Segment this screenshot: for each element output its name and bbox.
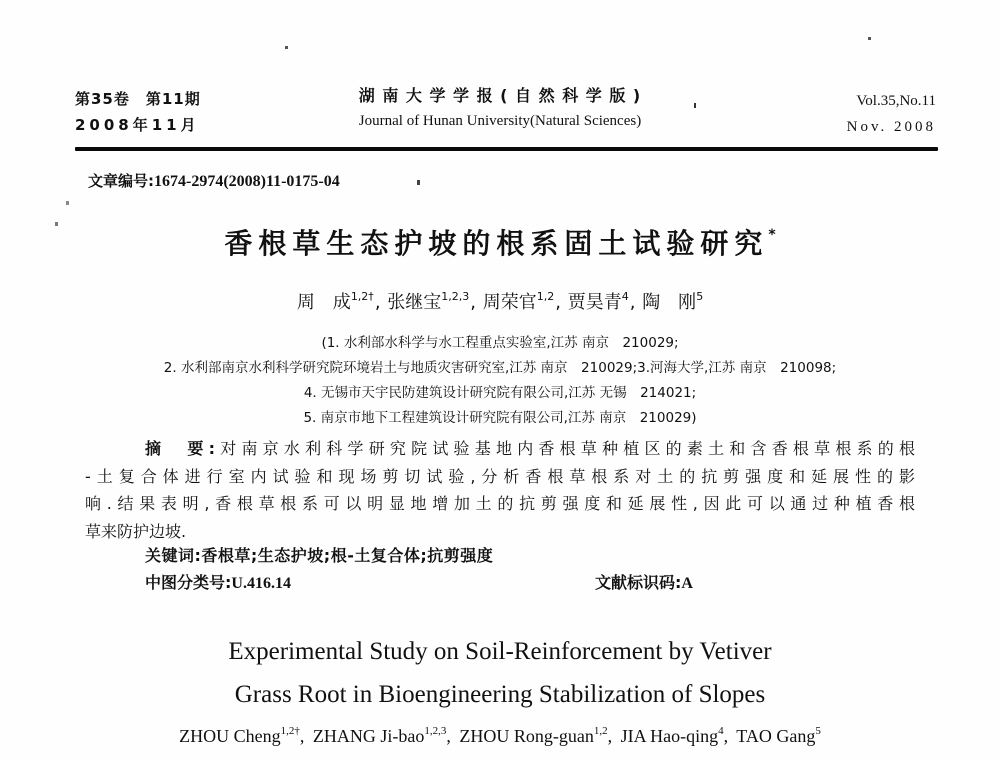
author-en-name: JIA Hao-qing bbox=[620, 726, 719, 746]
author-cn bbox=[568, 292, 629, 313]
author-cn-sup: 4 bbox=[621, 290, 629, 303]
author-cn-sup: 1,2,3 bbox=[441, 290, 470, 303]
author-en-sup: 1,2,3 bbox=[424, 725, 447, 737]
keywords-label: 关键词: bbox=[145, 546, 202, 565]
journal-name-cn: 湖 南 大 学 学 报 ( 自 然 科 学 版 ) bbox=[358, 86, 642, 105]
author-en-name: ZHOU Cheng bbox=[179, 726, 281, 746]
author-en-sup: 1,2 bbox=[593, 725, 608, 737]
affiliation-line: (1. 水利部水科学与水工程重点实验室,江苏 南京 210029; bbox=[321, 335, 679, 351]
document-code bbox=[595, 570, 693, 593]
scan-speck bbox=[694, 103, 696, 108]
scan-speck bbox=[285, 46, 288, 49]
author-separator: , bbox=[374, 292, 381, 313]
author-cn-sup: 5 bbox=[696, 290, 704, 303]
author-separator: , bbox=[446, 726, 451, 746]
author-cn-name: 周 成 bbox=[296, 292, 351, 313]
affiliations bbox=[0, 331, 1000, 431]
abstract bbox=[85, 435, 915, 545]
authors-cn bbox=[0, 288, 1000, 314]
clc-value: U.416.14 bbox=[231, 575, 291, 592]
affiliation-line: 5. 南京市地下工程建筑设计研究院有限公司,江苏 南京 210029) bbox=[303, 410, 697, 426]
doc-code-value: A bbox=[681, 575, 693, 592]
author-en-name: TAO Gang bbox=[736, 726, 816, 746]
author-en bbox=[736, 726, 821, 746]
author-cn bbox=[387, 292, 469, 313]
paper-title-en bbox=[0, 630, 1000, 716]
affiliation-line: 4. 无锡市天宇民防建筑设计研究院有限公司,江苏 无锡 214021; bbox=[303, 385, 697, 401]
article-id-line bbox=[88, 170, 340, 191]
title-footnote-marker: * bbox=[768, 227, 776, 243]
abstract-line: -土复合体进行室内试验和现场剪切试验,分析香根草根系对土的抗剪强度和延展性的影 bbox=[85, 466, 915, 486]
author-cn-name: 贾昊青 bbox=[567, 292, 622, 313]
author-separator: , bbox=[470, 292, 477, 313]
paper-title-cn-text: 香根草生态护坡的根系固土试验研究 bbox=[224, 227, 769, 260]
author-en-sup: 5 bbox=[815, 725, 821, 737]
abstract-text: 对南京水利科学研究院试验基地内香根草种植区的素土和含香根草根系的根 bbox=[215, 439, 915, 458]
author-separator: , bbox=[723, 726, 729, 746]
author-separator: , bbox=[299, 726, 305, 746]
author-en-name: ZHANG Ji-bao bbox=[312, 726, 425, 746]
author-en-sup: 1,2† bbox=[280, 725, 300, 737]
date-en: Nov. 2008 bbox=[846, 119, 936, 135]
author-en bbox=[179, 726, 300, 746]
paper-title-cn bbox=[0, 222, 1000, 262]
article-id-value: 1674-2974(2008)11-0175-04 bbox=[154, 173, 340, 190]
affiliation-line: 2. 水利部南京水利科学研究院环境岩土与地质灾害研究室,江苏 南京 210029;3.河海大学,江苏 南京 210098; bbox=[163, 360, 837, 376]
author-cn-name: 张继宝 bbox=[387, 292, 442, 313]
author-separator: , bbox=[555, 292, 561, 313]
volume-issue-cn: 第35卷 第11期 bbox=[75, 90, 201, 108]
author-separator: , bbox=[607, 726, 613, 746]
clc-number bbox=[145, 570, 291, 593]
abstract-line: 响.结果表明,香根草根系可以明显地增加土的抗剪强度和延展性,因此可以通过种植香根 bbox=[85, 494, 915, 513]
header-rule bbox=[75, 147, 938, 151]
journal-name-en: Journal of Hunan University(Natural Sciences) bbox=[358, 113, 642, 129]
author-en-name: ZHOU Rong-guan bbox=[459, 726, 594, 746]
article-id-label: 文章编号: bbox=[88, 172, 154, 190]
paper-title-en-line2: Grass Root in Bioengineering Stabilization of Slopes bbox=[234, 681, 766, 708]
abstract-line: 草来防护边坡. bbox=[85, 521, 187, 541]
author-en bbox=[313, 726, 446, 746]
author-cn-sup: 1,2† bbox=[350, 290, 374, 303]
author-cn bbox=[642, 292, 703, 313]
date-cn: 2008年11月 bbox=[75, 116, 200, 134]
author-cn bbox=[297, 292, 374, 313]
header-vol-info bbox=[847, 88, 936, 140]
scan-speck bbox=[55, 222, 58, 226]
keywords-line bbox=[145, 543, 493, 566]
clc-label: 中图分类号: bbox=[145, 573, 232, 592]
authors-en bbox=[0, 725, 1000, 747]
author-cn bbox=[483, 292, 555, 313]
author-separator: , bbox=[629, 292, 636, 313]
author-cn-name: 陶 刚 bbox=[642, 292, 697, 313]
volume-issue-en: Vol.35,No.11 bbox=[856, 93, 936, 109]
scan-speck bbox=[66, 201, 69, 205]
author-cn-sup: 1,2 bbox=[536, 290, 555, 303]
author-en bbox=[459, 726, 607, 746]
abstract-line bbox=[85, 435, 915, 463]
keywords-text: 香根草;生态护坡;根-土复合体;抗剪强度 bbox=[201, 546, 494, 565]
author-en bbox=[621, 726, 724, 746]
scan-speck bbox=[868, 37, 871, 40]
author-en-sup: 4 bbox=[718, 725, 724, 737]
abstract-label: 摘 要: bbox=[145, 439, 216, 458]
scan-speck bbox=[417, 180, 420, 185]
paper-title-en-line1: Experimental Study on Soil-Reinforcement by Vetiver bbox=[228, 638, 772, 665]
doc-code-label: 文献标识码: bbox=[595, 573, 682, 592]
author-cn-name: 周荣官 bbox=[482, 292, 537, 313]
